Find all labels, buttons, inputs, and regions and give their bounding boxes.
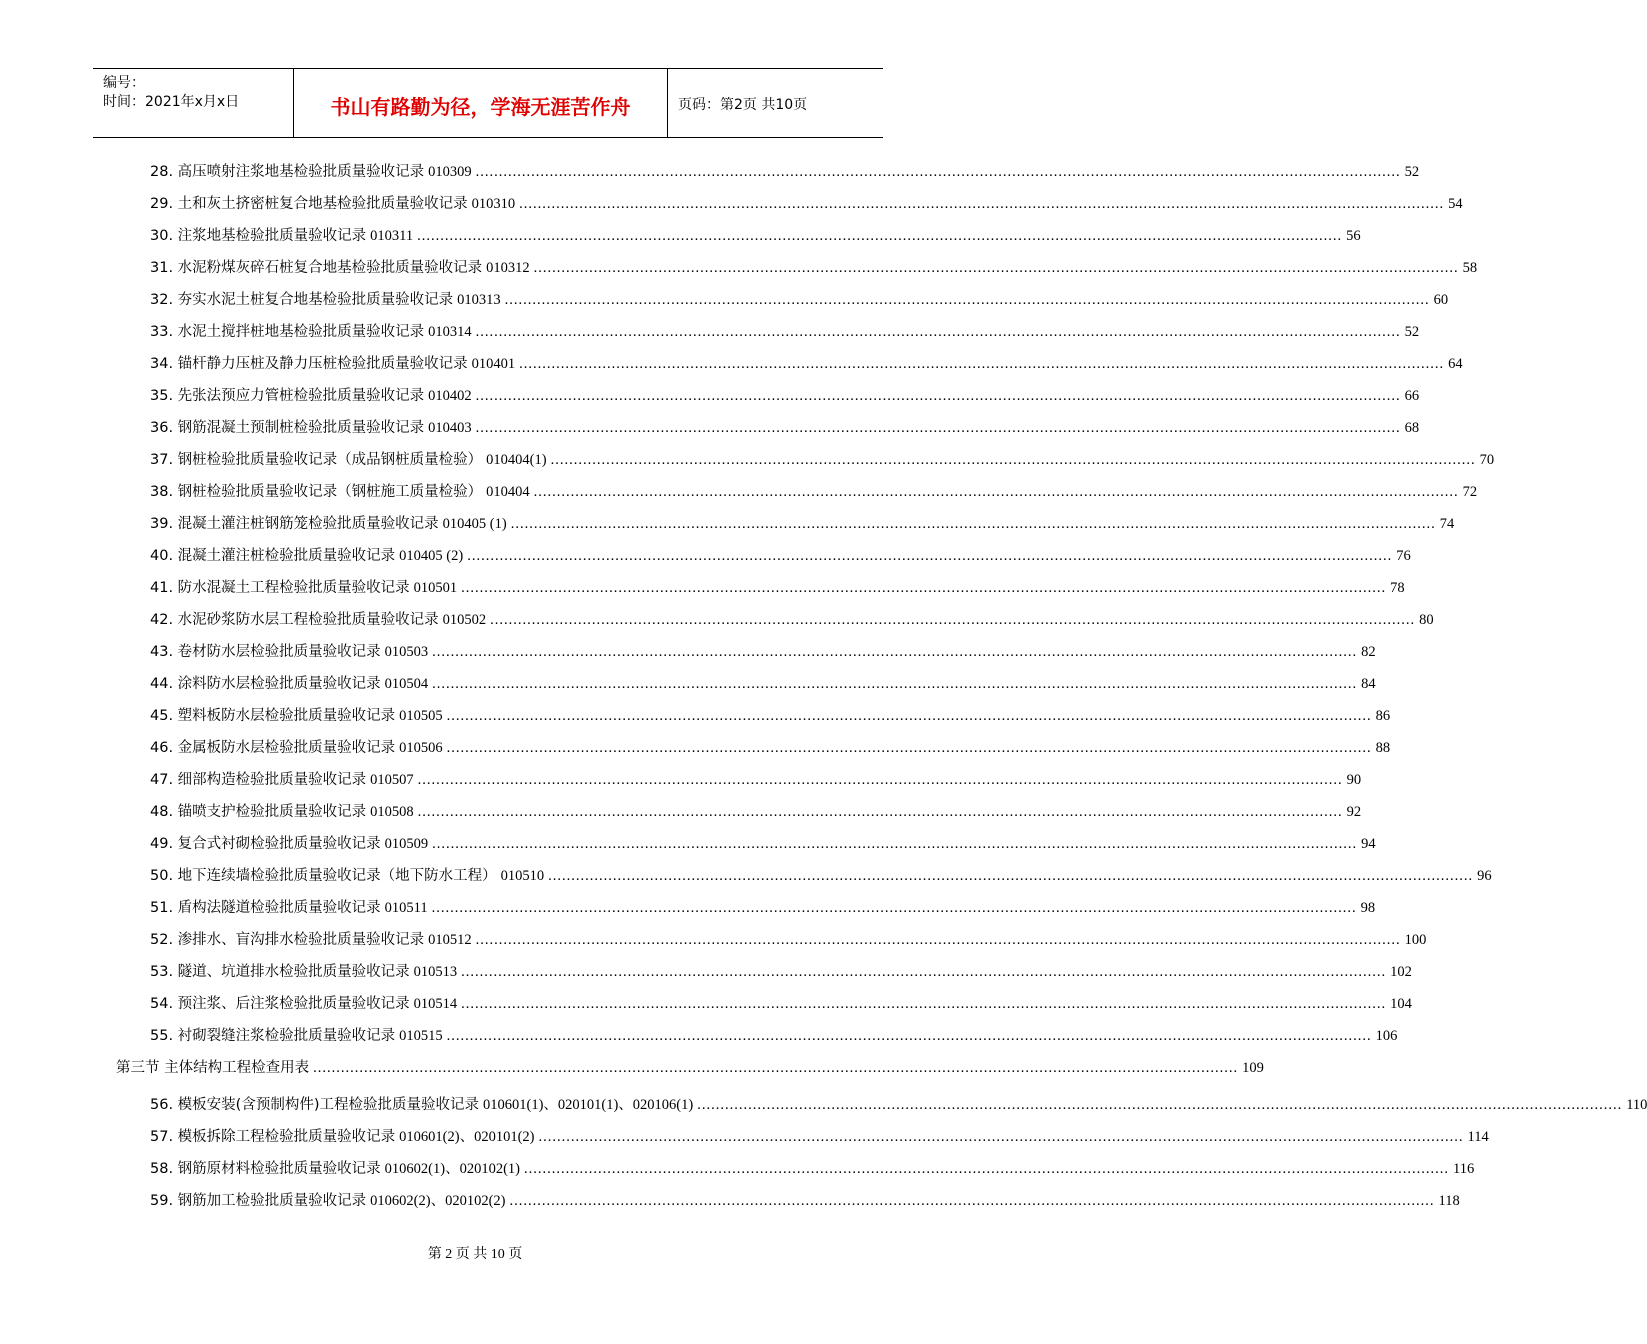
toc-entry[interactable] bbox=[150, 224, 1361, 246]
toc-dot-leader: ........................................................................................................................................................................................................ bbox=[432, 676, 1358, 692]
toc-entry-page: 68 bbox=[1404, 420, 1420, 436]
toc-entry-code: 010313 bbox=[457, 292, 501, 308]
toc-entry-code: 010602(2)、020102(2) bbox=[370, 1193, 506, 1209]
toc-entry[interactable] bbox=[150, 672, 1376, 694]
toc-entry-title: 28. 高压喷射注浆地基检验批质量验收记录 bbox=[150, 164, 425, 180]
toc-entry[interactable] bbox=[150, 512, 1455, 534]
toc-dot-leader: ........................................................................................................................................................................................................ bbox=[431, 900, 1357, 916]
toc-entry-code: 010512 bbox=[428, 932, 472, 948]
toc-entry-code: 010507 bbox=[370, 772, 414, 788]
toc-dot-leader: ........................................................................................................................................................................................................ bbox=[510, 516, 1436, 532]
toc-entry-title: 57. 模板拆除工程检验批质量验收记录 bbox=[150, 1129, 396, 1145]
toc-entry-title: 38. 钢桩检验批质量验收记录（钢桩施工质量检验） bbox=[150, 484, 483, 500]
toc-entry-title: 43. 卷材防水层检验批质量验收记录 bbox=[150, 644, 381, 660]
toc-dot-leader: ........................................................................................................................................................................................................ bbox=[461, 580, 1387, 596]
toc-entry[interactable] bbox=[150, 544, 1411, 566]
toc-entry[interactable] bbox=[150, 480, 1478, 502]
toc-dot-leader: ........................................................................................................................................................................................................ bbox=[313, 1060, 1239, 1076]
toc-dot-leader: ........................................................................................................................................................................................................ bbox=[461, 964, 1387, 980]
toc-entry[interactable] bbox=[150, 896, 1376, 918]
toc-entry-code: 010405 (1) bbox=[442, 516, 507, 532]
toc-entry[interactable] bbox=[150, 1125, 1489, 1147]
toc-entry[interactable] bbox=[150, 1157, 1475, 1179]
toc-entry-code: 010513 bbox=[413, 964, 458, 980]
toc-dot-leader: ........................................................................................................................................................................................................ bbox=[519, 356, 1445, 372]
document-time-label: 时间：2021年x月x日 bbox=[103, 94, 240, 110]
toc-entry[interactable] bbox=[150, 160, 1420, 182]
toc-dot-leader: ........................................................................................................................................................................................................ bbox=[533, 484, 1459, 500]
toc-entry-page: 82 bbox=[1361, 644, 1376, 660]
toc-entry-title: 第三节 主体结构工程检查用表 bbox=[116, 1060, 310, 1076]
toc-entry-title: 41. 防水混凝土工程检验批质量验收记录 bbox=[150, 580, 410, 596]
toc-entry-code: 010515 bbox=[399, 1028, 443, 1044]
toc-entry[interactable] bbox=[150, 416, 1420, 438]
toc-entry-title: 32. 夯实水泥土桩复合地基检验批质量验收记录 bbox=[150, 292, 454, 308]
toc-entry-title: 36. 钢筋混凝土预制桩检验批质量验收记录 bbox=[150, 420, 425, 436]
toc-entry-title: 45. 塑料板防水层检验批质量验收记录 bbox=[150, 708, 396, 724]
toc-entry-title: 53. 隧道、坑道排水检验批质量验收记录 bbox=[150, 964, 410, 980]
toc-entry-title: 33. 水泥土搅拌桩地基检验批质量验收记录 bbox=[150, 324, 425, 340]
toc-entry-page: 74 bbox=[1439, 516, 1455, 532]
toc-entry-page: 102 bbox=[1390, 964, 1412, 980]
toc-entry[interactable] bbox=[150, 352, 1463, 374]
toc-entry-code: 010509 bbox=[384, 836, 429, 852]
toc-entry[interactable] bbox=[150, 768, 1362, 790]
toc-entry[interactable] bbox=[150, 288, 1449, 310]
toc-entry[interactable] bbox=[150, 384, 1420, 406]
toc-entry-page: 76 bbox=[1396, 548, 1411, 564]
toc-entry-page: 70 bbox=[1479, 452, 1495, 468]
toc-entry-code: 010501 bbox=[413, 580, 458, 596]
toc-entry[interactable] bbox=[150, 192, 1463, 214]
toc-dot-leader: ........................................................................................................................................................................................................ bbox=[432, 836, 1358, 852]
toc-entry-page: 114 bbox=[1467, 1129, 1489, 1145]
toc-entry-code: 010310 bbox=[471, 196, 516, 212]
toc-entry-code: 010312 bbox=[486, 260, 530, 276]
toc-entry-code: 010514 bbox=[413, 996, 458, 1012]
toc-entry-title: 30. 注浆地基检验批质量验收记录 bbox=[150, 228, 367, 244]
toc-entry-page: 64 bbox=[1448, 356, 1463, 372]
toc-dot-leader: ........................................................................................................................................................................................................ bbox=[475, 932, 1401, 948]
document-number-label: 编号： bbox=[103, 75, 145, 91]
toc-entry[interactable] bbox=[150, 1189, 1460, 1211]
toc-entry-title: 47. 细部构造检验批质量验收记录 bbox=[150, 772, 367, 788]
toc-entry-page: 78 bbox=[1390, 580, 1405, 596]
toc-entry-code: 010601(1)、020101(1)、020106(1) bbox=[482, 1097, 694, 1113]
toc-dot-leader: ........................................................................................................................................................................................................ bbox=[446, 740, 1372, 756]
toc-entry-code: 010508 bbox=[370, 804, 414, 820]
toc-entry-page: 118 bbox=[1438, 1193, 1460, 1209]
toc-entry-page: 92 bbox=[1346, 804, 1362, 820]
toc-dot-leader: ........................................................................................................................................................................................................ bbox=[446, 1028, 1372, 1044]
toc-dot-leader: ........................................................................................................................................................................................................ bbox=[697, 1097, 1623, 1113]
toc-entry-title: 54. 预注浆、后注浆检验批质量验收记录 bbox=[150, 996, 410, 1012]
toc-entry-page: 94 bbox=[1361, 836, 1376, 852]
toc-entry-code: 010511 bbox=[384, 900, 428, 916]
toc-entry[interactable] bbox=[150, 640, 1376, 662]
toc-entry-code: 010404(1) bbox=[486, 452, 547, 468]
header-page-number: 页码：第2页 共10页 bbox=[678, 97, 808, 113]
toc-dot-leader: ........................................................................................................................................................................................................ bbox=[548, 868, 1474, 884]
toc-entry[interactable] bbox=[150, 992, 1412, 1014]
toc-entry-title: 55. 衬砌裂缝注浆检验批质量验收记录 bbox=[150, 1028, 396, 1044]
toc-entry-code: 010401 bbox=[471, 356, 516, 372]
toc-entry[interactable] bbox=[150, 736, 1391, 758]
toc-entry-page: 96 bbox=[1477, 868, 1492, 884]
toc-entry-title: 44. 涂料防水层检验批质量验收记录 bbox=[150, 676, 381, 692]
toc-entry[interactable] bbox=[150, 256, 1478, 278]
toc-entry-title: 29. 土和灰土挤密桩复合地基检验批质量验收记录 bbox=[150, 196, 468, 212]
page-footer: 第 2 页 共 10 页 bbox=[427, 1247, 523, 1262]
toc-dot-leader: ........................................................................................................................................................................................................ bbox=[461, 996, 1387, 1012]
toc-entry[interactable] bbox=[150, 576, 1405, 598]
toc-entry-title: 49. 复合式衬砌检验批质量验收记录 bbox=[150, 836, 381, 852]
toc-entry-title: 52. 渗排水、盲沟排水检验批质量验收记录 bbox=[150, 932, 425, 948]
toc-entry-page: 88 bbox=[1375, 740, 1391, 756]
toc-entry-title: 37. 钢桩检验批质量验收记录（成品钢桩质量检验） bbox=[150, 452, 483, 468]
toc-entry-title: 58. 钢筋原材料检验批质量验收记录 bbox=[150, 1161, 381, 1177]
toc-entry-page: 66 bbox=[1404, 388, 1420, 404]
toc-entry-title: 42. 水泥砂浆防水层工程检验批质量验收记录 bbox=[150, 612, 439, 628]
toc-entry-page: 100 bbox=[1404, 932, 1427, 948]
toc-entry[interactable] bbox=[150, 800, 1362, 822]
toc-entry-code: 010505 bbox=[399, 708, 443, 724]
toc-entry-page: 56 bbox=[1346, 228, 1361, 244]
toc-entry-code: 010506 bbox=[399, 740, 443, 756]
toc-entry-title: 40. 混凝土灌注桩检验批质量验收记录 bbox=[150, 548, 396, 564]
toc-entry-title: 48. 锚喷支护检验批质量验收记录 bbox=[150, 804, 367, 820]
toc-entry-code: 010602(1)、020102(1) bbox=[384, 1161, 520, 1177]
toc-entry-page: 104 bbox=[1390, 996, 1412, 1012]
toc-entry-page: 84 bbox=[1361, 676, 1376, 692]
toc-entry-title: 59. 钢筋加工检验批质量验收记录 bbox=[150, 1193, 367, 1209]
toc-dot-leader: ........................................................................................................................................................................................................ bbox=[475, 164, 1401, 180]
toc-dot-leader: ........................................................................................................................................................................................................ bbox=[475, 324, 1401, 340]
toc-entry-title: 50. 地下连续墙检验批质量验收记录（地下防水工程） bbox=[150, 868, 497, 884]
toc-entry-code: 010403 bbox=[428, 420, 472, 436]
toc-entry-page: 110 bbox=[1626, 1097, 1647, 1113]
toc-entry-page: 52 bbox=[1404, 164, 1420, 180]
toc-entry-code: 010314 bbox=[428, 324, 472, 340]
toc-entry-page: 109 bbox=[1242, 1060, 1264, 1076]
toc-entry-title: 46. 金属板防水层检验批质量验收记录 bbox=[150, 740, 396, 756]
toc-entry[interactable] bbox=[150, 928, 1427, 950]
toc-entry-code: 010502 bbox=[442, 612, 487, 628]
toc-dot-leader: ........................................................................................................................................................................................................ bbox=[550, 452, 1476, 468]
toc-entry-code: 010405 (2) bbox=[399, 548, 464, 564]
toc-entry[interactable] bbox=[150, 704, 1391, 726]
toc-section-heading[interactable] bbox=[116, 1056, 1264, 1078]
toc-entry-code: 010601(2)、020101(2) bbox=[399, 1129, 535, 1145]
toc-entry-page: 80 bbox=[1419, 612, 1434, 628]
toc-entry-title: 31. 水泥粉煤灰碎石桩复合地基检验批质量验收记录 bbox=[150, 260, 483, 276]
toc-dot-leader: ........................................................................................................................................................................................................ bbox=[509, 1193, 1435, 1209]
toc-dot-leader: ........................................................................................................................................................................................................ bbox=[417, 228, 1343, 244]
toc-entry-page: 52 bbox=[1404, 324, 1420, 340]
toc-entry-code: 010504 bbox=[384, 676, 429, 692]
toc-dot-leader: ........................................................................................................................................................................................................ bbox=[519, 196, 1445, 212]
toc-entry-code: 010510 bbox=[500, 868, 545, 884]
toc-entry-code: 010402 bbox=[428, 388, 472, 404]
toc-entry[interactable] bbox=[150, 448, 1495, 470]
toc-entry-code: 010404 bbox=[486, 484, 530, 500]
toc-dot-leader: ........................................................................................................................................................................................................ bbox=[417, 772, 1343, 788]
toc-dot-leader: ........................................................................................................................................................................................................ bbox=[475, 420, 1401, 436]
toc-dot-leader: ........................................................................................................................................................................................................ bbox=[467, 548, 1393, 564]
toc-entry-page: 60 bbox=[1433, 292, 1449, 308]
toc-dot-leader: ........................................................................................................................................................................................................ bbox=[417, 804, 1343, 820]
toc-dot-leader: ........................................................................................................................................................................................................ bbox=[490, 612, 1416, 628]
toc-dot-leader: ........................................................................................................................................................................................................ bbox=[446, 708, 1372, 724]
header-motto: 书山有路勤为径，学海无涯苦作舟 bbox=[330, 95, 631, 119]
toc-entry[interactable] bbox=[150, 960, 1412, 982]
toc-entry-code: 010311 bbox=[370, 228, 414, 244]
toc-entry-title: 51. 盾构法隧道检验批质量验收记录 bbox=[150, 900, 381, 916]
toc-entry-title: 39. 混凝土灌注桩钢筋笼检验批质量验收记录 bbox=[150, 516, 439, 532]
toc-entry-page: 72 bbox=[1462, 484, 1478, 500]
toc-entry[interactable] bbox=[150, 1024, 1398, 1046]
toc-entry[interactable] bbox=[150, 832, 1376, 854]
toc-entry-page: 116 bbox=[1453, 1161, 1475, 1177]
toc-entry[interactable] bbox=[150, 320, 1420, 342]
toc-entry-code: 010309 bbox=[428, 164, 472, 180]
toc-entry-page: 106 bbox=[1375, 1028, 1398, 1044]
toc-dot-leader: ........................................................................................................................................................................................................ bbox=[504, 292, 1430, 308]
toc-dot-leader: ........................................................................................................................................................................................................ bbox=[432, 644, 1358, 660]
toc-dot-leader: ........................................................................................................................................................................................................ bbox=[475, 388, 1401, 404]
toc-entry-page: 98 bbox=[1360, 900, 1376, 916]
toc-entry[interactable] bbox=[150, 608, 1434, 630]
toc-entry-page: 54 bbox=[1448, 196, 1463, 212]
toc-entry-code: 010503 bbox=[384, 644, 429, 660]
toc-entry[interactable] bbox=[150, 864, 1492, 886]
toc-dot-leader: ........................................................................................................................................................................................................ bbox=[538, 1129, 1464, 1145]
toc-entry-title: 34. 锚杆静力压桩及静力压桩检验批质量验收记录 bbox=[150, 356, 468, 372]
toc-entry-page: 90 bbox=[1346, 772, 1362, 788]
toc-dot-leader: ........................................................................................................................................................................................................ bbox=[533, 260, 1459, 276]
toc-entry-page: 86 bbox=[1375, 708, 1391, 724]
toc-entry-page: 58 bbox=[1462, 260, 1478, 276]
toc-dot-leader: ........................................................................................................................................................................................................ bbox=[524, 1161, 1449, 1177]
toc-entry-title: 56. 模板安装(含预制构件)工程检验批质量验收记录 bbox=[150, 1097, 479, 1113]
toc-entry[interactable] bbox=[150, 1093, 1647, 1115]
toc-entry-title: 35. 先张法预应力管桩检验批质量验收记录 bbox=[150, 388, 425, 404]
